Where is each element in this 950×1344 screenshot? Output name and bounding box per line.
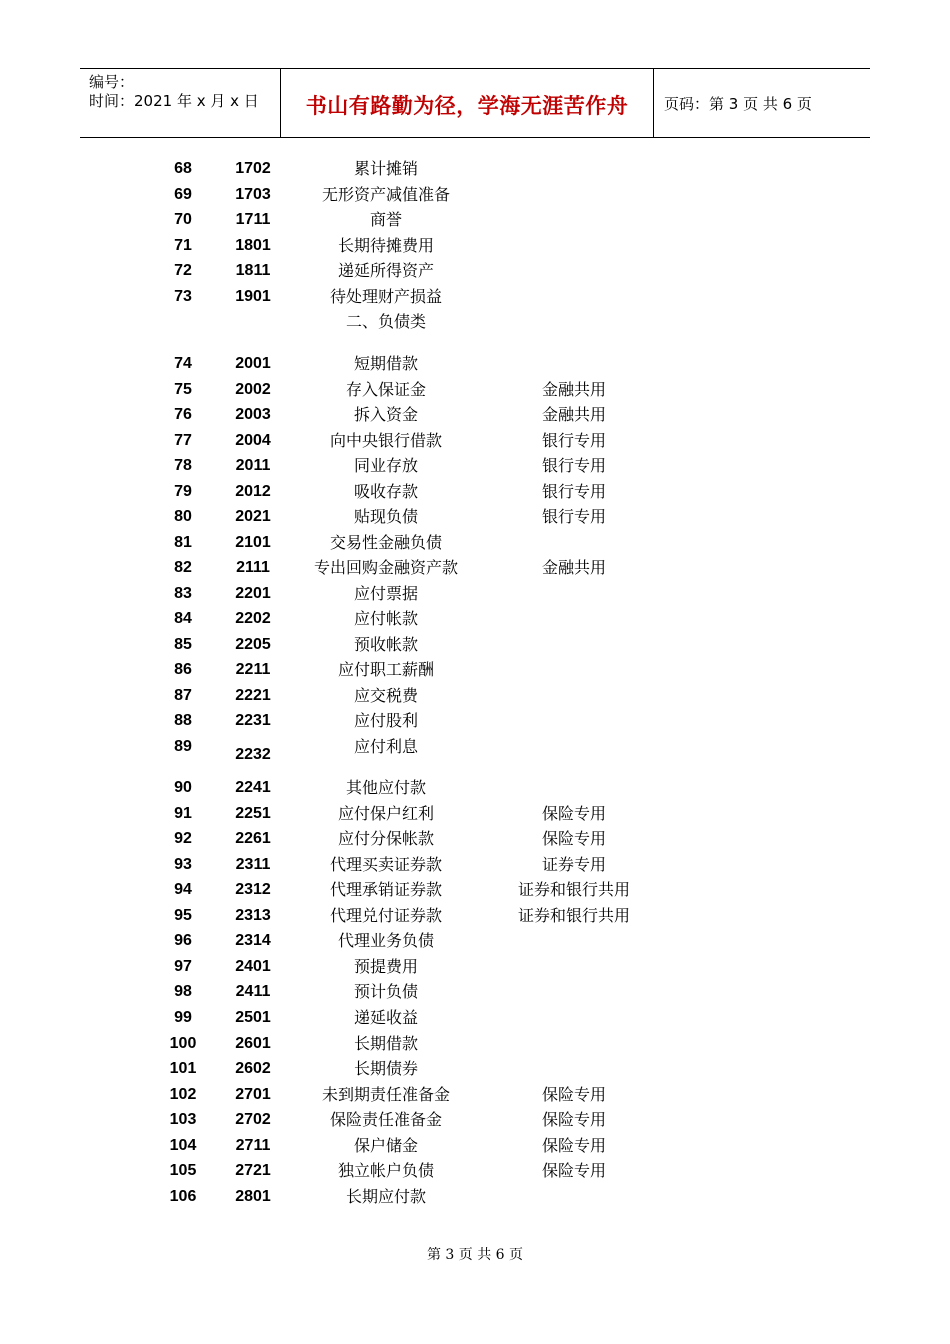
account-code: 1811 <box>235 262 271 279</box>
account-name: 长期债券 <box>353 1059 418 1079</box>
account-code: 2721 <box>235 1162 271 1180</box>
account-number: 76 <box>174 406 192 423</box>
account-code: 2012 <box>235 482 271 500</box>
account-code: 2314 <box>235 932 271 950</box>
account-code: 2401 <box>235 957 271 975</box>
account-code: 2004 <box>235 431 271 449</box>
account-note: 保险专用 <box>541 1161 606 1181</box>
account-number: 73 <box>174 287 192 305</box>
account-name: 累计摊销 <box>353 159 418 178</box>
account-number: 105 <box>169 1162 197 1180</box>
account-number: 72 <box>174 262 192 279</box>
section-title: 二、负债类 <box>345 312 426 331</box>
table-row <box>0 353 950 375</box>
account-code: 2221 <box>235 686 271 704</box>
account-name: 吸收存款 <box>353 481 418 501</box>
account-name: 递延所得资产 <box>337 261 434 280</box>
table-row <box>0 1160 950 1182</box>
table-row <box>0 828 950 850</box>
table-row <box>0 685 950 707</box>
account-name: 保险责任准备金 <box>329 1110 442 1130</box>
table-row <box>0 286 950 308</box>
table-row <box>0 777 950 799</box>
account-number: 70 <box>174 211 192 228</box>
account-code: 2241 <box>235 779 271 796</box>
account-name: 应付保户红利 <box>337 803 434 823</box>
table-row <box>0 404 950 426</box>
account-code: 2251 <box>235 804 271 822</box>
motto-text: 书山有路勤为径，学海无涯苦作舟 <box>305 93 629 118</box>
account-name: 代理兑付证券款 <box>329 905 442 925</box>
account-number: 101 <box>169 1060 197 1078</box>
account-number: 104 <box>169 1136 197 1154</box>
account-code: 2101 <box>235 533 271 551</box>
table-row <box>0 532 950 554</box>
page-footer: 第 3 页 共 6 页 <box>426 1247 524 1263</box>
account-code: 2211 <box>235 661 271 678</box>
account-code: 2261 <box>235 830 271 848</box>
account-name: 应交税费 <box>353 685 418 705</box>
account-name: 存入保证金 <box>345 379 426 399</box>
account-code: 2201 <box>235 584 271 602</box>
account-name: 短期借款 <box>353 354 418 373</box>
account-name: 保户储金 <box>353 1135 418 1155</box>
account-number: 75 <box>174 380 192 398</box>
account-code: 2231 <box>235 712 271 729</box>
table-row <box>0 209 950 231</box>
account-code: 2501 <box>235 1008 271 1026</box>
account-note: 银行专用 <box>541 481 606 501</box>
account-number: 102 <box>169 1085 197 1103</box>
account-number: 91 <box>174 804 192 822</box>
table-row <box>0 158 950 180</box>
account-number: 77 <box>174 431 192 449</box>
account-code: 2021 <box>235 508 271 525</box>
table-row <box>0 506 950 528</box>
account-code: 2701 <box>235 1085 271 1103</box>
account-number: 82 <box>174 559 192 576</box>
account-code: 2111 <box>236 559 270 576</box>
account-number: 106 <box>169 1187 197 1205</box>
account-code: 2313 <box>235 906 271 924</box>
account-number: 74 <box>174 355 192 372</box>
account-code: 2602 <box>235 1060 271 1078</box>
account-code: 2003 <box>235 406 271 423</box>
account-note: 证券和银行共用 <box>517 880 630 900</box>
account-note: 金融共用 <box>541 558 606 577</box>
account-code: 2311 <box>235 855 271 873</box>
account-number: 98 <box>174 983 192 1001</box>
account-number: 96 <box>174 932 192 950</box>
account-code: 2002 <box>235 380 271 398</box>
table-row <box>0 981 950 1003</box>
account-code: 2202 <box>235 610 271 627</box>
account-name: 长期待摊费用 <box>337 235 434 255</box>
table-row <box>0 956 950 978</box>
account-name: 预收帐款 <box>353 634 418 654</box>
account-name: 应付股利 <box>353 711 418 730</box>
account-name: 代理业务负债 <box>337 931 434 951</box>
account-name: 未到期责任准备金 <box>321 1084 450 1104</box>
account-code: 2001 <box>235 355 271 372</box>
account-code: 2711 <box>235 1136 271 1154</box>
table-row <box>0 634 950 656</box>
id-label: 编号： <box>89 73 135 91</box>
account-number: 93 <box>174 855 192 873</box>
account-name: 长期借款 <box>353 1033 418 1053</box>
account-number: 69 <box>174 185 192 203</box>
account-number: 89 <box>174 737 192 755</box>
account-number: 92 <box>174 830 192 848</box>
account-number: 85 <box>174 635 192 653</box>
account-note: 银行专用 <box>541 456 606 475</box>
account-note: 银行专用 <box>541 507 606 526</box>
account-number: 84 <box>174 610 192 627</box>
table-row <box>0 930 950 952</box>
account-number: 80 <box>174 508 192 525</box>
table-row <box>0 379 950 401</box>
account-name: 同业存放 <box>353 456 418 475</box>
account-number: 94 <box>174 881 192 899</box>
account-code: 1801 <box>235 236 271 254</box>
table-row <box>0 1058 950 1080</box>
account-note: 证券专用 <box>541 854 606 874</box>
account-number: 87 <box>174 686 192 704</box>
account-note: 保险专用 <box>541 829 606 849</box>
account-note: 银行专用 <box>541 430 606 450</box>
account-note: 保险专用 <box>541 1084 606 1104</box>
account-number: 86 <box>174 661 192 678</box>
account-name: 应付帐款 <box>353 609 418 628</box>
account-note: 金融共用 <box>541 379 606 399</box>
account-name: 代理承销证券款 <box>329 880 442 900</box>
account-name: 应付职工薪酬 <box>337 660 434 679</box>
account-note: 保险专用 <box>541 1110 606 1130</box>
account-name: 无形资产减值准备 <box>321 184 450 204</box>
table-row <box>0 659 950 681</box>
account-code: 2232 <box>235 745 271 763</box>
account-number: 103 <box>169 1111 197 1129</box>
account-note: 证券和银行共用 <box>517 905 630 925</box>
account-name: 应付分保帐款 <box>337 829 434 849</box>
account-name: 递延收益 <box>353 1007 418 1027</box>
account-code: 2702 <box>235 1111 271 1129</box>
table-row <box>0 455 950 477</box>
account-name: 交易性金融负债 <box>329 532 442 552</box>
table-row <box>0 608 950 630</box>
account-number: 71 <box>174 236 192 254</box>
table-row <box>0 184 950 206</box>
account-code: 2205 <box>235 635 271 653</box>
account-code: 1703 <box>235 185 271 203</box>
table-row <box>0 1033 950 1055</box>
account-code: 1711 <box>235 211 271 228</box>
table-row <box>0 736 950 763</box>
account-name: 其他应付款 <box>345 778 426 797</box>
table-row <box>0 710 950 732</box>
account-number: 97 <box>174 957 192 975</box>
table-row <box>0 803 950 825</box>
table-row <box>0 481 950 503</box>
account-code: 2411 <box>235 983 271 1001</box>
account-code: 1901 <box>235 287 271 305</box>
account-name: 预计负债 <box>353 982 418 1002</box>
account-note: 保险专用 <box>541 803 606 823</box>
table-row <box>0 260 950 282</box>
table-row <box>0 583 950 605</box>
table-row <box>0 905 950 927</box>
table-row <box>0 430 950 452</box>
account-name: 应付利息 <box>353 736 418 756</box>
table-row <box>0 1186 950 1208</box>
table-row <box>0 557 950 579</box>
account-name: 独立帐户负债 <box>337 1161 434 1181</box>
table-row <box>0 1109 950 1131</box>
account-number: 68 <box>174 160 192 177</box>
account-note: 保险专用 <box>541 1135 606 1155</box>
account-name: 长期应付款 <box>345 1186 426 1206</box>
account-number: 83 <box>174 584 192 602</box>
account-name: 拆入资金 <box>353 405 418 424</box>
table-row <box>0 1084 950 1106</box>
account-name: 商誉 <box>369 210 402 229</box>
account-number: 88 <box>174 712 192 729</box>
account-code: 2312 <box>235 881 271 899</box>
page-info: 页码：第 3 页 共 6 页 <box>664 95 812 113</box>
time-label: 时间：2021 年 x 月 x 日 <box>89 92 259 110</box>
account-number: 81 <box>174 533 192 551</box>
account-name: 专出回购金融资产款 <box>313 558 458 577</box>
account-name: 向中央银行借款 <box>329 430 442 450</box>
table-row <box>0 879 950 901</box>
account-number: 78 <box>174 457 192 474</box>
account-number: 100 <box>169 1034 197 1052</box>
table-row <box>0 854 950 876</box>
account-name: 贴现负债 <box>353 507 418 526</box>
account-code: 2601 <box>235 1034 271 1052</box>
account-number: 90 <box>174 779 192 796</box>
table-row <box>0 235 950 257</box>
table-row <box>0 1007 950 1029</box>
account-number: 95 <box>174 906 192 924</box>
table-row <box>0 1135 950 1157</box>
account-code: 2011 <box>235 457 271 474</box>
account-code: 1702 <box>235 160 271 177</box>
account-name: 预提费用 <box>353 956 418 976</box>
account-note: 金融共用 <box>541 405 606 424</box>
account-number: 99 <box>174 1008 192 1026</box>
account-number: 79 <box>174 482 192 500</box>
account-code: 2801 <box>235 1187 271 1205</box>
account-name: 应付票据 <box>353 583 418 603</box>
account-name: 代理买卖证券款 <box>329 854 442 874</box>
account-name: 待处理财产损益 <box>329 286 442 306</box>
